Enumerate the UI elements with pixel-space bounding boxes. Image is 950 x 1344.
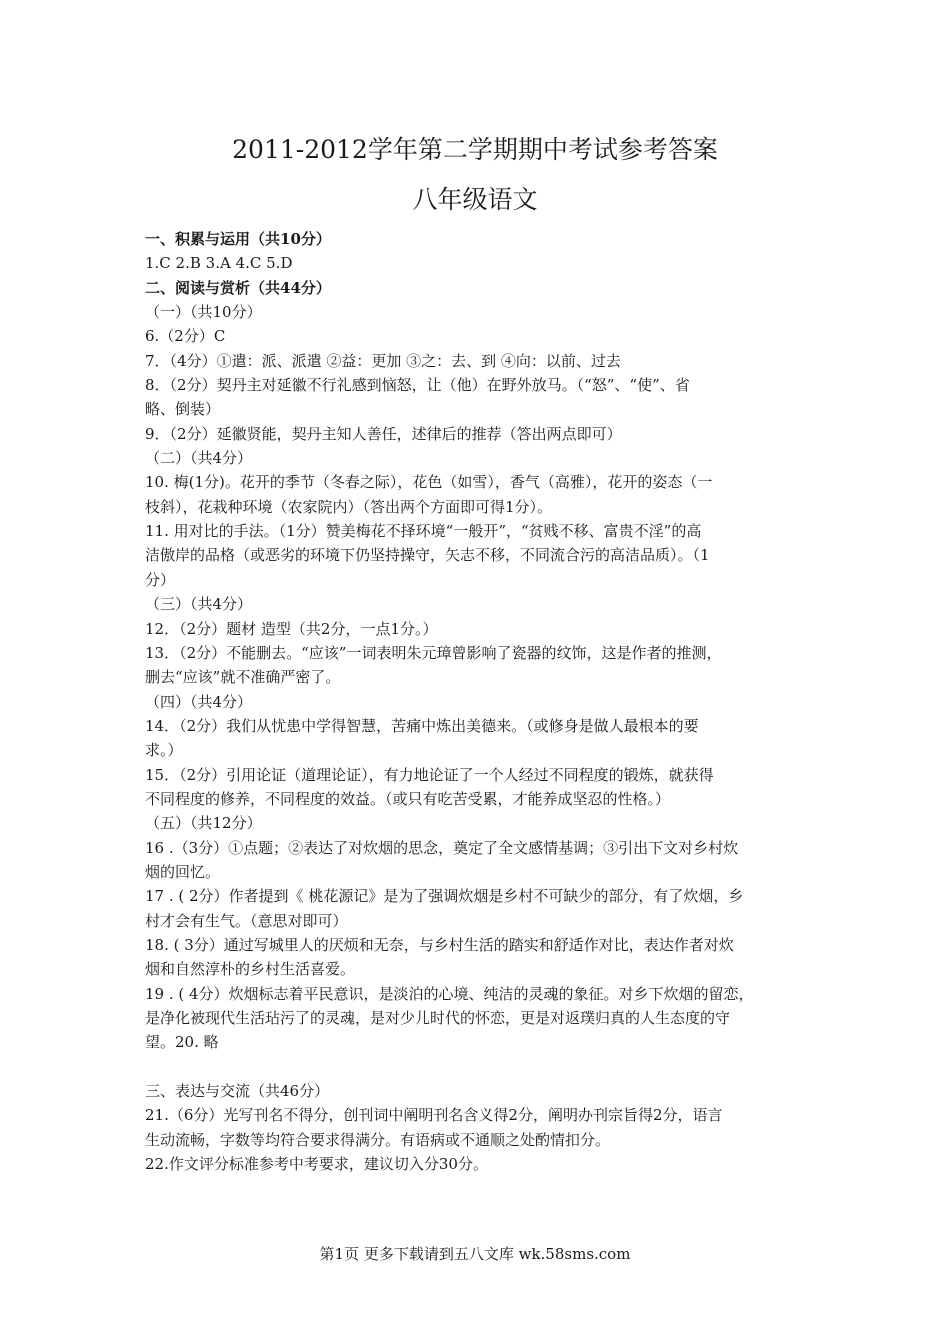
answer-line: 烟和自然淳朴的乡村生活喜爱。 [145, 960, 356, 979]
answer-line: 洁傲岸的品格（或恶劣的环境下仍坚持操守，矢志不移，不同流合污的高洁品质）。（1 [145, 546, 710, 565]
answer-line: 22.作文评分标准参考中考要求，建议切入分30分。 [145, 1155, 488, 1174]
answer-line: 15．（2分）引用论证（道理论证），有力地论证了一个人经过不同程度的锻炼，就获得 [145, 765, 714, 784]
answer-line: 是净化被现代生活玷污了的灵魂，是对少儿时代的怀恋，更是对返璞归真的人生态度的守 [145, 1009, 731, 1027]
page-subtitle: 八年级语文 [412, 185, 538, 214]
answer-line: 分） [145, 570, 176, 589]
subsection-heading: （二）（共4分） [145, 449, 253, 468]
subsection-heading: （一）（共10分） [145, 303, 262, 322]
answer-line: 16 .（3分）①点题；②表达了对炊烟的思念，奠定了全文感情基调；③引出下文对乡村炊 [145, 838, 739, 857]
answer-line: 6.（2分）C [145, 327, 226, 346]
answer-line: 9．（2分）延徽贤能，契丹主知人善任，述律后的推荐（答出两点即可） [145, 424, 622, 443]
subsection-heading: （三）（共4分） [145, 595, 253, 614]
answer-line: 21.（6分）光写刊名不得分，创刊词中阐明刊名含义得2分，阐明办刊宗旨得2分，语言 [145, 1106, 723, 1125]
answer-line: 村才会有生气。（意思对即可） [145, 911, 348, 930]
answer-line: 不同程度的修养，不同程度的效益。（或只有吃苦受累，才能养成坚忍的性格。） [145, 789, 671, 808]
answer-line: 11. 用对比的手法。（1分）赞美梅花不择环境“一般开”，“贫贱不移、富贵不淫”的高 [145, 522, 702, 541]
answer-line: 删去“应该”就不准确严密了。 [145, 668, 341, 687]
section-heading: 三、表达与交流（共46分） [145, 1082, 330, 1101]
section-heading: 二、阅读与赏析（共44分） [145, 278, 331, 297]
section-heading: 一、积累与运用（共10分） [145, 230, 331, 248]
answer-line: 7．（4分）①遣：派、派遣 ②益：更加 ③之：去、到 ④向：以前、过去 [145, 351, 621, 370]
answer-line: 望。20. 略 [145, 1033, 219, 1052]
answer-line: 略、倒装） [145, 400, 221, 419]
answer-line: 17 . ( 2分）作者提到《 桃花源记》是为了强调炊烟是乡村不可缺少的部分，有了炊烟，乡 [145, 887, 744, 906]
answer-line: 14．（2分）我们从忧患中学得智慧，苦痛中炼出美德来。（或修身是做人最根本的要 [145, 716, 699, 735]
answer-line: 18. ( 3分）通过写城里人的厌烦和无奈，与乡村生活的踏实和舒适作对比，表达作者对炊 [145, 935, 734, 954]
subsection-heading: （五）（共12分） [145, 814, 262, 833]
answer-line: 13．（2分）不能删去。“应该”一词表明朱元璋曾影响了瓷器的纹饰，这是作者的推测， [145, 643, 722, 662]
page-title: 2011-2012学年第二学期期中考试参考答案 [232, 135, 718, 164]
page-footer: 第1页 更多下载请到五八文库 wk.58sms.com [319, 1245, 631, 1263]
answer-line: 10. 梅(1分)。花开的季节（冬春之际），花色（如雪），香气（高雅），花开的姿态（一 [145, 473, 713, 492]
answer-line: 19 . ( 4分）炊烟标志着平民意识，是淡泊的心境、纯洁的灵魂的象征。对乡下炊烟的留恋， [145, 984, 754, 1003]
blank-line [145, 1055, 815, 1079]
subsection-heading: （四）（共4分） [145, 692, 253, 711]
answer-line: 枝斜），花栽种环境（农家院内）（答出两个方面即可得1分）。 [145, 497, 553, 516]
answer-line: 生动流畅，字数等均符合要求得满分。有语病或不通顺之处酌情扣分。 [145, 1130, 611, 1149]
answer-line: 烟的回忆。 [145, 862, 221, 881]
answer-line: 1.C 2.B 3.A 4.C 5.D [145, 254, 293, 273]
answer-line: 求。） [145, 741, 183, 760]
answer-line: 12．（2分）题材 造型（共2分，一点1分。） [145, 619, 438, 638]
answer-line: 8．（2分）契丹主对延徽不行礼感到恼怒，让（他）在野外放马。（“怒”、“使”、省 [145, 376, 690, 395]
answer-body [145, 227, 815, 1176]
